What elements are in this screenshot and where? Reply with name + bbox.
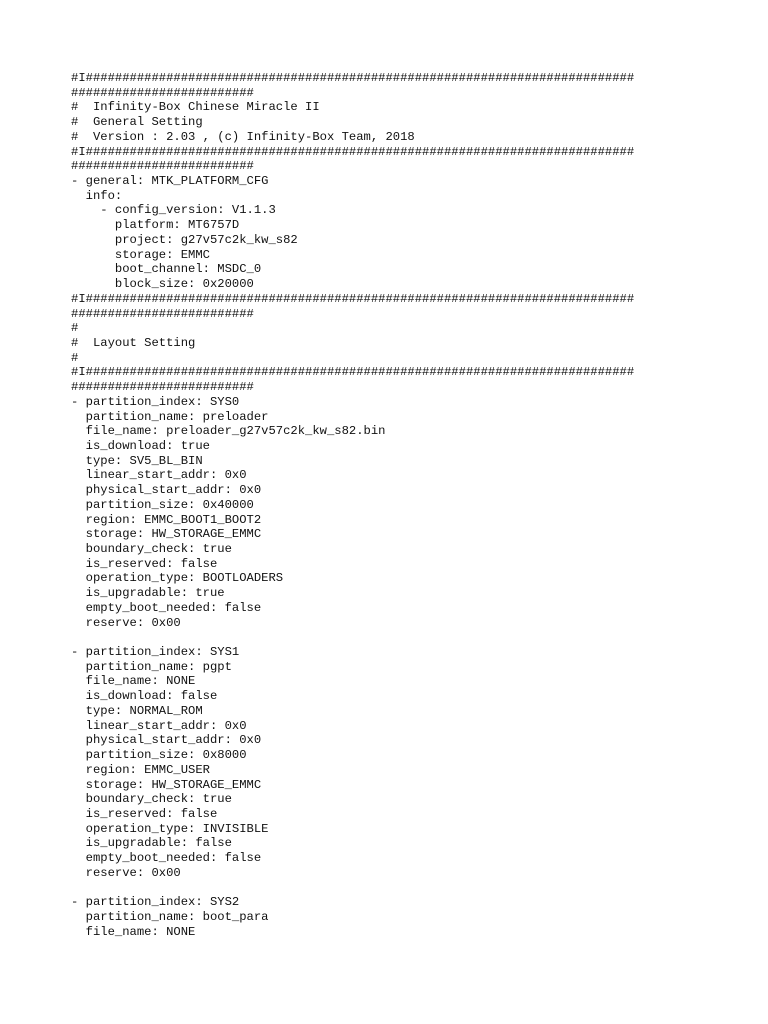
document-line: file_name: NONE (71, 924, 196, 939)
document-line: type: SV5_BL_BIN (71, 453, 203, 468)
document-line: is_upgradable: true (71, 586, 225, 601)
document-line: boundary_check: true (71, 542, 232, 556)
document-line: #I########################################################################### (71, 71, 635, 85)
document-line: storage: HW_STORAGE_EMMC (71, 777, 262, 792)
document-line: # Infinity-Box Chinese Miracle II (71, 100, 320, 115)
document-line: partition_name: boot_para (71, 909, 269, 924)
document-line: ######################### (71, 306, 254, 321)
document-line: # Version : 2.03 , (c) Infinity-Box Team, 2018 (71, 129, 415, 144)
document-line: region: EMMC_USER (71, 762, 210, 777)
document-line: partition_name: preloader (71, 409, 269, 424)
document-line: block_size: 0x20000 (71, 277, 254, 292)
document-line: operation_type: INVISIBLE (71, 821, 269, 836)
document-line: # (71, 321, 79, 336)
document-line: is_download: false (71, 689, 218, 704)
document-text (71, 71, 634, 939)
document-line: # Layout Setting (71, 335, 196, 350)
document-line: boundary_check: true (71, 792, 232, 807)
document-line: - partition_index: SYS1 (71, 645, 240, 660)
document-line: partition_name: pgpt (71, 659, 232, 674)
document-line: - partition_index: SYS0 (71, 394, 240, 409)
document-line: is_upgradable: false (71, 836, 232, 851)
document-line: type: NORMAL_ROM (71, 703, 203, 718)
document-line: boot_channel: MSDC_0 (71, 262, 262, 277)
document-line: operation_type: BOOTLOADERS (71, 571, 284, 586)
document-line: is_reserved: false (71, 556, 218, 571)
document-line: #I########################################################################### (71, 365, 635, 380)
document-line: - general: MTK_PLATFORM_CFG (71, 174, 269, 189)
document-line: - config_version: V1.1.3 (71, 203, 276, 218)
document-line: ######################### (71, 380, 254, 395)
document-line: info: (71, 188, 123, 203)
document-line: linear_start_addr: 0x0 (71, 718, 247, 733)
document-line: ######################### (71, 159, 254, 174)
document-line (71, 630, 634, 645)
document-line: file_name: preloader_g27v57c2k_kw_s82.bin (71, 424, 386, 439)
document-line: - partition_index: SYS2 (71, 895, 240, 910)
document-line: physical_start_addr: 0x0 (71, 483, 262, 498)
document-line: # General Setting (71, 115, 203, 130)
document-line: partition_size: 0x8000 (71, 748, 247, 763)
document-line: ######################### (71, 85, 254, 100)
document-line: partition_size: 0x40000 (71, 497, 254, 512)
document-line: storage: EMMC (71, 247, 210, 262)
document-line (71, 881, 634, 896)
document-line: physical_start_addr: 0x0 (71, 733, 262, 748)
document-line: reserve: 0x00 (71, 615, 181, 630)
document-line: #I########################################################################### (71, 291, 635, 306)
document-line: reserve: 0x00 (71, 865, 181, 880)
document-line: empty_boot_needed: false (71, 851, 262, 866)
document-line: # (71, 350, 79, 365)
document-line: project: g27v57c2k_kw_s82 (71, 232, 298, 247)
document-line: file_name: NONE (71, 674, 196, 689)
document-line: is_reserved: false (71, 806, 218, 821)
document-line: platform: MT6757D (71, 218, 240, 233)
document-line: region: EMMC_BOOT1_BOOT2 (71, 512, 262, 527)
document-line: linear_start_addr: 0x0 (71, 468, 247, 483)
document-line: storage: HW_STORAGE_EMMC (71, 527, 262, 542)
document-line: empty_boot_needed: false (71, 600, 262, 615)
document-line: is_download: true (71, 438, 210, 453)
document-line: #I########################################################################### (71, 144, 635, 159)
